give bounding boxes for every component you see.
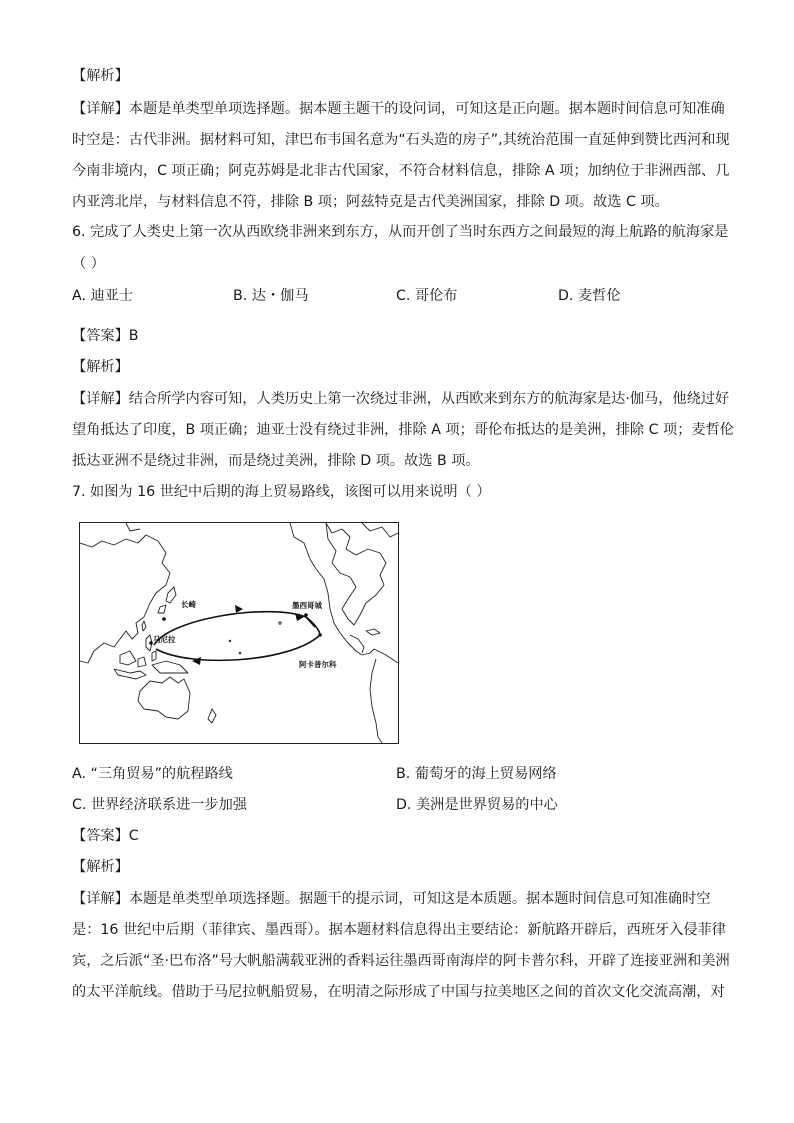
q6-detail-line-2: 望角抵达了印度，B 项正确；迪亚士没有绕过非洲，排除 A 项；哥伦布抵达的是美洲，排除 C 项；麦哲伦 — [72, 422, 734, 438]
q6-option-a: A. 迪亚士 — [72, 288, 134, 304]
q7-detail-line-4: 的太平洋航线。借助于马尼拉帆船贸易，在明清之际形成了中国与拉美地区之间的首次文化交流高潮，对 — [72, 984, 725, 1000]
marker-acapulco — [318, 633, 322, 637]
q6-detail-line-1: 【详解】结合所学内容可知，人类历史上第一次绕过非洲，从西欧来到东方的航海家是达·伽马，他绕过好 — [72, 391, 730, 407]
q7-detail-line-3: 宾，之后派“圣·巴布洛”号大帆船满载亚洲的香料运往墨西哥南海岸的阿卡普尔科，开辟了连接亚洲和美洲 — [72, 953, 730, 969]
map-label-manila: 马尼拉 — [153, 635, 176, 644]
arrow-eastbound — [235, 605, 243, 613]
q7-answer: 【答案】C — [72, 828, 139, 844]
q7-option-a: A. “三角贸易”的航程路线 — [72, 766, 233, 782]
q6-paren: （ ） — [72, 256, 105, 272]
q6-option-d: D. 麦哲伦 — [558, 288, 621, 304]
q5-jiexi-heading: 【解析】 — [72, 68, 129, 84]
map-label-mexico-city: 墨西哥城 — [292, 601, 322, 610]
q5-detail-line-3: 今南非境内，C 项正确；阿克苏姆是北非古代国家，不符合材料信息，排除 A 项；加纳位于非洲西部、几 — [72, 163, 730, 179]
route-arrowheads — [192, 605, 304, 665]
q7-option-c: C. 世界经济联系进一步加强 — [72, 797, 247, 813]
q7-option-b: B. 葡萄牙的海上贸易网络 — [396, 766, 557, 782]
q6-option-b: B. 达・伽马 — [233, 288, 309, 304]
trade-routes — [154, 612, 320, 661]
q7-detail-line-2: 是：16 世纪中后期（菲律宾、墨西哥）。据本题材料信息得出主要结论：新航路开辟后，西班牙入侵菲律 — [72, 922, 726, 938]
map-label-acapulco: 阿卡普尔科 — [299, 660, 337, 669]
trade-route-map-svg — [80, 523, 398, 743]
route-manila-to-acapulco — [154, 612, 320, 645]
q5-detail-line-1: 【详解】本题是单类型单项选择题。据本题主题干的设问词，可知这是正向题。据本题时间信息可知准确 — [72, 101, 725, 117]
map-label-nagasaki: 长崎 — [181, 600, 196, 609]
q6-option-c: C. 哥伦布 — [396, 288, 458, 304]
route-mexico-city-link — [306, 617, 315, 627]
q7-option-d: D. 美洲是世界贸易的中心 — [396, 797, 558, 813]
map-coastlines — [80, 523, 398, 743]
q6-answer: 【答案】B — [72, 328, 139, 344]
marker-mexico-city — [304, 613, 308, 617]
trade-route-map — [79, 522, 399, 744]
q7-jiexi-heading: 【解析】 — [72, 859, 129, 875]
q5-detail-line-4: 内亚湾北岸，与材料信息不符，排除 B 项；阿兹特克是古代美洲国家，排除 D 项。故选 C 项。 — [72, 194, 669, 210]
q6-detail-line-3: 抵达亚洲不是绕过非洲，而是绕过美洲，排除 D 项。故选 B 项。 — [72, 453, 480, 469]
route-acapulco-to-manila — [156, 635, 320, 660]
q7-detail-line-1: 【详解】本题是单类型单项选择题。据题干的提示词，可知这是本质题。据本题时间信息可知准确时空 — [72, 891, 711, 907]
q5-detail-line-2: 时空是：古代非洲。据材料可知，津巴布韦国名意为“石头造的房子”,其统治范围一直延伸到赞比西河和现 — [72, 132, 730, 148]
q6-jiexi-heading: 【解析】 — [72, 359, 129, 375]
q7-stem: 7. 如图为 16 世纪中后期的海上贸易路线，该图可以用来说明（ ） — [72, 484, 491, 500]
q6-stem: 6. 完成了人类史上第一次从西欧绕非洲来到东方，从而开创了当时东西方之间最短的海上航路的航海家是 — [72, 224, 729, 240]
marker-nagasaki — [162, 617, 166, 621]
